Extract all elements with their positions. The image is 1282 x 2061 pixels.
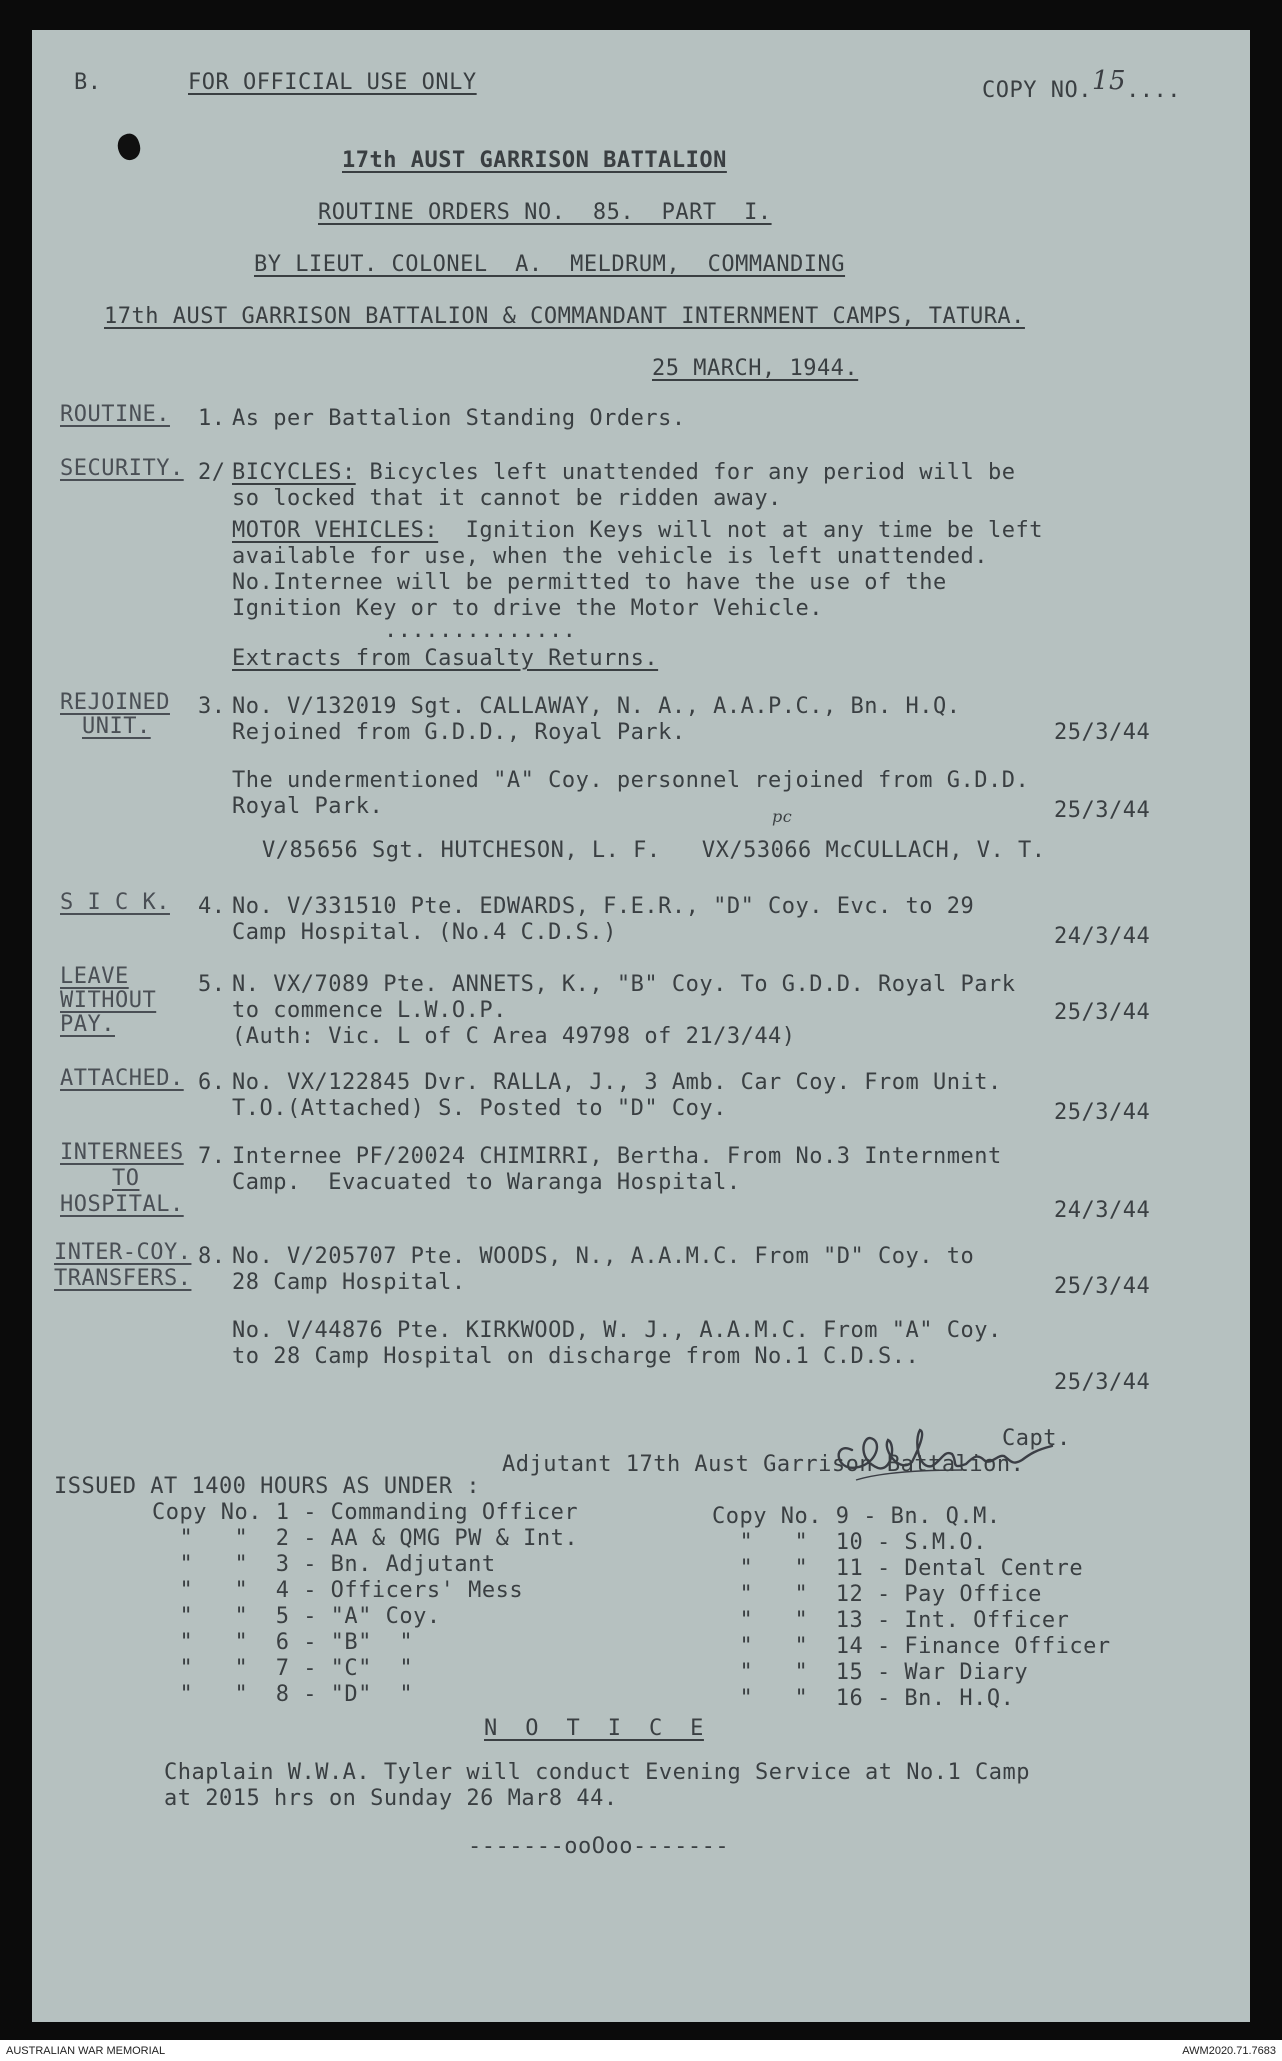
copy-number-dots: .... — [1126, 78, 1182, 103]
notice-text: Chaplain W.W.A. Tyler will conduct Evening Service at No.1 Camp — [164, 1760, 1030, 1785]
item-number: 5. — [198, 972, 226, 997]
distribution-item: " " 2 - AA & QMG PW & Int. — [152, 1526, 579, 1551]
security-bicycles-line — [232, 460, 1015, 486]
signatory-title: Adjutant 17th Aust Garrison Battalion. — [502, 1452, 1025, 1477]
notice-text: at 2015 hrs on Sunday 26 Mar8 44. — [164, 1786, 618, 1811]
routine-text: As per Battalion Standing Orders. — [232, 406, 686, 431]
casualty-entry: No. VX/122845 Dvr. RALLA, J., 3 Amb. Car Coy. From Unit. — [232, 1070, 1002, 1095]
motor-text: Ignition Keys will not at any time be left — [438, 518, 1043, 543]
section-label-rejoined: UNIT. — [82, 714, 151, 739]
entry-date: 25/3/44 — [1054, 1000, 1151, 1025]
entry-date: 24/3/44 — [1054, 1198, 1151, 1223]
casualty-entry: Rejoined from G.D.D., Royal Park. — [232, 720, 686, 745]
casualty-entry: No. V/205707 Pte. WOODS, N., A.A.M.C. From "D" Coy. to — [232, 1244, 975, 1269]
copy-number-handwritten: 15 — [1091, 66, 1127, 96]
section-label-internees: INTERNEES — [60, 1140, 184, 1165]
handwritten-note: pc — [772, 807, 793, 826]
casualty-entry: T.O.(Attached) S. Posted to "D" Coy. — [232, 1096, 727, 1121]
orders-title: ROUTINE ORDERS NO. 85. PART I. — [318, 200, 772, 225]
bicycles-heading: BICYCLES: — [232, 460, 356, 485]
casualty-entry: V/85656 Sgt. HUTCHESON, L. F. VX/53066 McCULLACH, V. T. — [262, 838, 1046, 863]
commanding-officer-line: BY LIEUT. COLONEL A. MELDRUM, COMMANDING — [254, 252, 846, 277]
end-mark: -------ooOoo------- — [468, 1834, 730, 1859]
copy-number — [982, 66, 1182, 104]
distribution-item: " " 15 - War Diary — [712, 1660, 1029, 1685]
casualty-entry: Royal Park. — [232, 794, 384, 819]
section-label-leave: PAY. — [60, 1012, 115, 1037]
distribution-item: " " 14 - Finance Officer — [712, 1634, 1111, 1659]
distribution-item: " " 6 - "B" " — [152, 1630, 414, 1655]
order-date: 25 MARCH, 1944. — [652, 356, 859, 381]
item-number: 6. — [198, 1070, 226, 1095]
archive-reference: AWM2020.71.7683 — [1182, 2045, 1276, 2057]
classification-label: FOR OFFICIAL USE ONLY — [188, 70, 477, 95]
notice-heading: N O T I C E — [484, 1716, 704, 1741]
casualty-entry: Camp. Evacuated to Waranga Hospital. — [232, 1170, 741, 1195]
signatory-rank: Capt. — [1002, 1426, 1071, 1451]
punch-hole — [114, 131, 144, 163]
section-label-routine: ROUTINE. — [60, 402, 170, 427]
bicycles-text: Bicycles left unattended for any period will be — [355, 460, 1016, 485]
motor-vehicles-heading: MOTOR VEHICLES: — [232, 518, 439, 543]
unit-title: 17th AUST GARRISON BATTALION — [342, 148, 727, 173]
distribution-heading: ISSUED AT 1400 HOURS AS UNDER : — [54, 1474, 481, 1499]
casualty-entry: Camp Hospital. (No.4 C.D.S.) — [232, 920, 617, 945]
section-label-transfers: TRANSFERS. — [54, 1266, 192, 1291]
section-label-security: SECURITY. — [60, 456, 184, 481]
casualty-entry: No. V/331510 Pte. EDWARDS, F.E.R., "D" Coy. Evc. to 29 — [232, 894, 975, 919]
section-label-leave: LEAVE — [60, 964, 129, 989]
distribution-item: Copy No. 1 - Commanding Officer — [152, 1500, 579, 1525]
casualty-entry: 28 Camp Hospital. — [232, 1270, 466, 1295]
casualty-entry: No. V/44876 Pte. KIRKWOOD, W. J., A.A.M.C. From "A" Coy. — [232, 1318, 1002, 1343]
document-page — [32, 30, 1250, 2022]
extracts-heading: Extracts from Casualty Returns. — [232, 646, 659, 671]
distribution-item: " " 13 - Int. Officer — [712, 1608, 1070, 1633]
command-line: 17th AUST GARRISON BATTALION & COMMANDANT INTERNMENT CAMPS, TATURA. — [104, 304, 1025, 329]
casualty-entry: Internee PF/20024 CHIMIRRI, Bertha. From No.3 Internment — [232, 1144, 1002, 1169]
section-label-sick: S I C K. — [60, 890, 170, 915]
distribution-item: " " 16 - Bn. H.Q. — [712, 1686, 1015, 1711]
section-label-attached: ATTACHED. — [60, 1066, 184, 1091]
copy-number-label: COPY NO. — [982, 78, 1092, 103]
security-motor-line — [232, 518, 1043, 544]
entry-date: 25/3/44 — [1054, 720, 1151, 745]
item-number: 7. — [198, 1144, 226, 1169]
section-label-internees: HOSPITAL. — [60, 1192, 184, 1217]
casualty-entry: (Auth: Vic. L of C Area 49798 of 21/3/44) — [232, 1024, 796, 1049]
security-text: No.Internee will be permitted to have the use of the — [232, 570, 947, 595]
entry-date: 25/3/44 — [1054, 798, 1151, 823]
distribution-item: " " 11 - Dental Centre — [712, 1556, 1084, 1581]
entry-date: 25/3/44 — [1054, 1370, 1151, 1395]
entry-date: 24/3/44 — [1054, 924, 1151, 949]
distribution-item: " " 10 - S.M.O. — [712, 1530, 987, 1555]
casualty-entry: N. VX/7089 Pte. ANNETS, K., "B" Coy. To G.D.D. Royal Park — [232, 972, 1016, 997]
item-number: 8. — [198, 1244, 226, 1269]
distribution-item: " " 8 - "D" " — [152, 1682, 414, 1707]
item-number: 3. — [198, 694, 226, 719]
casualty-entry: to commence L.W.O.P. — [232, 998, 507, 1023]
page-letter: B. — [74, 70, 102, 95]
dotted-separator: .............. — [384, 618, 577, 643]
casualty-entry: to 28 Camp Hospital on discharge from No.1 C.D.S.. — [232, 1344, 920, 1369]
entry-date: 25/3/44 — [1054, 1100, 1151, 1125]
distribution-item: Copy No. 9 - Bn. Q.M. — [712, 1504, 1001, 1529]
security-text: Ignition Key or to drive the Motor Vehicle. — [232, 596, 824, 621]
distribution-item: " " 5 - "A" Coy. — [152, 1604, 441, 1629]
section-label-transfers: INTER-COY. — [54, 1240, 192, 1265]
distribution-item: " " 7 - "C" " — [152, 1656, 414, 1681]
section-label-rejoined: REJOINED — [60, 690, 170, 715]
item-number: 1. — [198, 406, 226, 431]
casualty-entry: The undermentioned "A" Coy. personnel rejoined from G.D.D. — [232, 768, 1030, 793]
entry-date: 25/3/44 — [1054, 1274, 1151, 1299]
section-label-internees: TO — [112, 1166, 140, 1191]
distribution-item: " " 3 - Bn. Adjutant — [152, 1552, 496, 1577]
casualty-entry: No. V/132019 Sgt. CALLAWAY, N. A., A.A.P.C., Bn. H.Q. — [232, 694, 961, 719]
section-label-leave: WITHOUT — [60, 988, 157, 1013]
archive-name: AUSTRALIAN WAR MEMORIAL — [6, 2045, 166, 2057]
security-text: available for use, when the vehicle is left unattended. — [232, 544, 988, 569]
distribution-item: " " 12 - Pay Office — [712, 1582, 1042, 1607]
security-text: so locked that it cannot be ridden away. — [232, 486, 782, 511]
archive-footer — [0, 2042, 1282, 2061]
item-number: 2/ — [198, 460, 226, 485]
item-number: 4. — [198, 894, 226, 919]
distribution-item: " " 4 - Officers' Mess — [152, 1578, 524, 1603]
